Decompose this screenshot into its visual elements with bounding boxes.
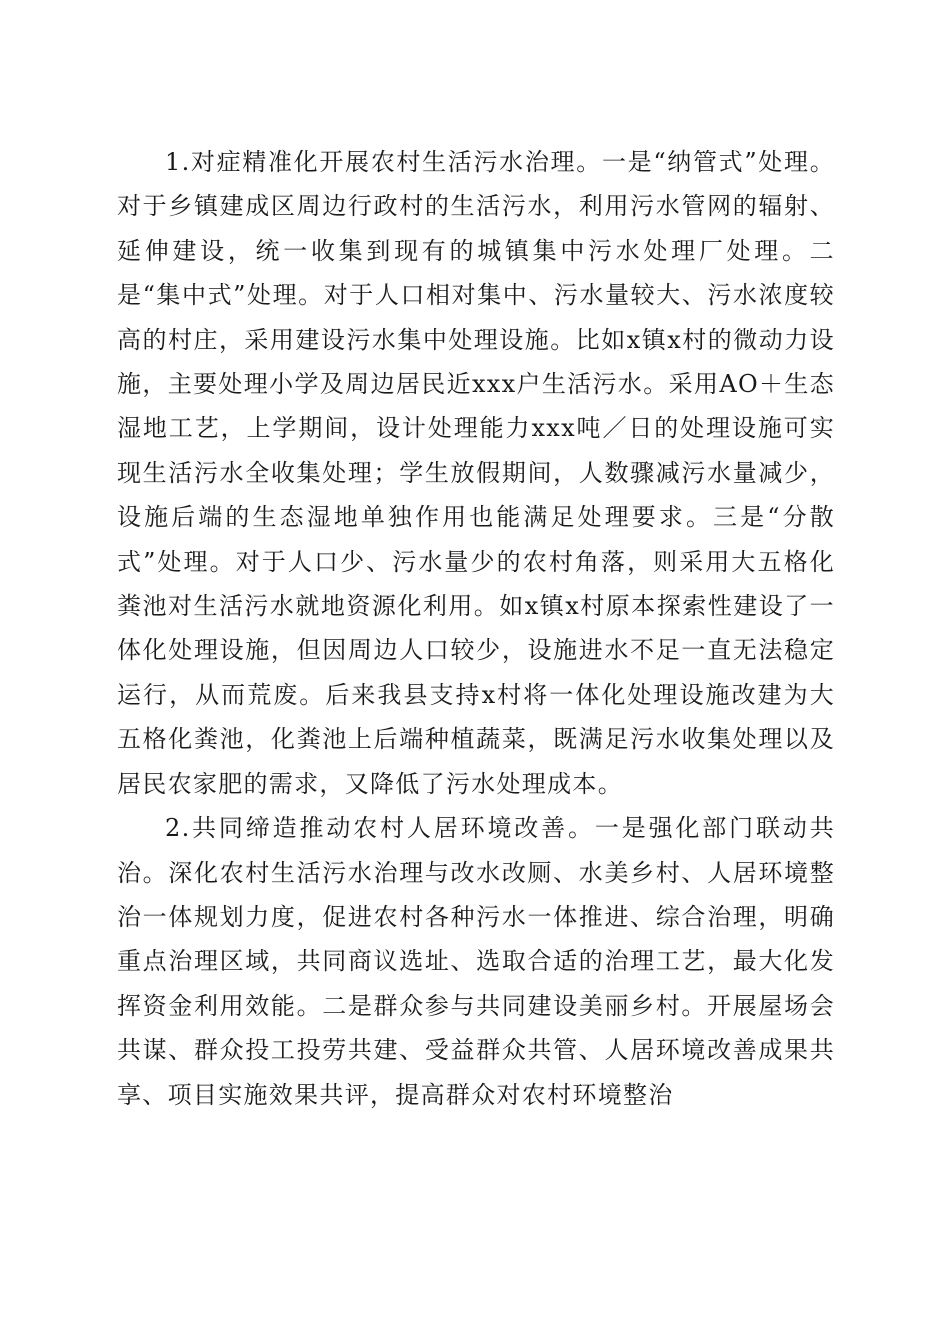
paragraph-joint-construction: 2.共同缔造推动农村人居环境改善。一是强化部门联动共治。深化农村生活污水治理与改水改厕、水美乡村、人居环境整治一体规划力度，促进农村各种污水一体推进、综合治理，明确重点治理区域，共同商议选址、选取合适的治理工艺，最大化发挥资金利用效能。二是群众参与共同建设美丽乡村。开展屋场会共谋、群众投工投劳共建、受益群众共管、人居环境改善成果共享、项目实施效果共评，提高群众对农村环境整治 [117, 814, 835, 1109]
paragraph-sewage-treatment: 1.对症精准化开展农村生活污水治理。一是“纳管式”处理。对于乡镇建成区周边行政村的生活污水，利用污水管网的辐射、延伸建设，统一收集到现有的城镇集中污水处理厂处理。二是“集中式”处理。对于人口相对集中、污水量较大、污水浓度较高的村庄，采用建设污水集中处理设施。比如x镇x村的微动力设施，主要处理小学及周边居民近xxx户生活污水。采用AO＋生态湿地工艺，上学期间，设计处理能力xxx吨／日的处理设施可实现生活污水全收集处理；学生放假期间，人数骤减污水量减少，设施后端的生态湿地单独作用也能满足处理要求。三是“分散式”处理。对于人口少、污水量少的农村角落，则采用大五格化粪池对生活污水就地资源化利用。如x镇x村原本探索性建设了一体化处理设施，但因周边人口较少，设施进水不足一直无法稳定运行，从而荒废。后来我县支持x村将一体化处理设施改建为大五格化粪池，化粪池上后端种植蔬菜，既满足污水收集处理以及居民农家肥的需求，又降低了污水处理成本。 [117, 148, 835, 798]
document-body [117, 140, 835, 1117]
